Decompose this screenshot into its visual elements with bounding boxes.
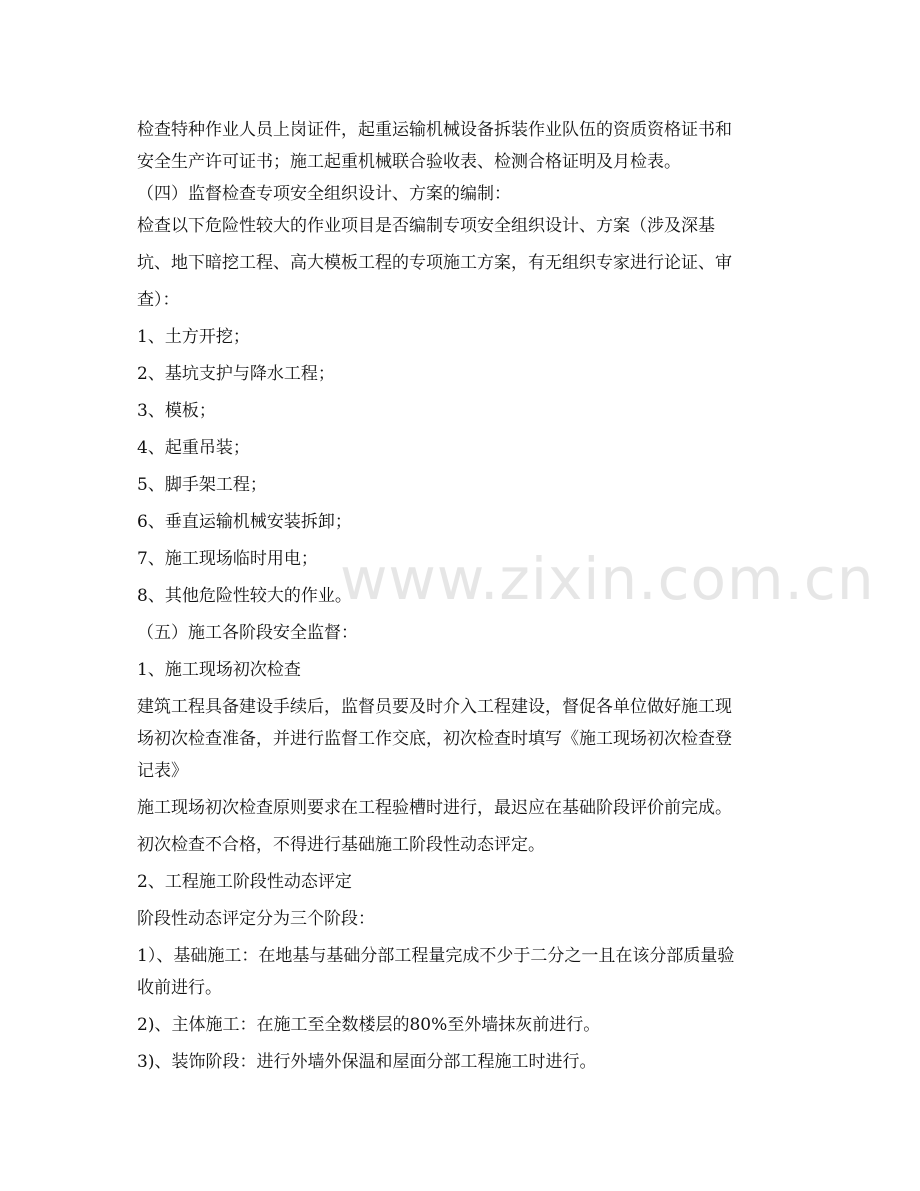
- text-line: 查）：: [137, 290, 180, 310]
- list-item: 2、基坑支护与降水工程；: [137, 364, 335, 384]
- list-item: 2)、主体施工：在施工至全数楼层的80%至外墙抹灰前进行。: [137, 1015, 601, 1035]
- text-line: 施工现场初次检查原则要求在工程验槽时进行，最迟应在基础阶段评价前完成。: [137, 798, 732, 818]
- list-item: 4、起重吊装；: [137, 438, 250, 458]
- section-heading: （五）施工各阶段安全监督：: [137, 623, 358, 643]
- text-line: 初次检查不合格，不得进行基础施工阶段性动态评定。: [137, 835, 545, 855]
- text-line: 检查以下危险性较大的作业项目是否编制专项安全组织设计、方案（涉及深基: [137, 216, 715, 236]
- list-item: 8、其他危险性较大的作业。: [137, 586, 352, 606]
- text-line: 建筑工程具备建设手续后，监督员要及时介入工程建设，督促各单位做好施工现: [137, 697, 732, 717]
- text-line: 阶段性动态评定分为三个阶段：: [137, 909, 375, 929]
- list-item: 3)、装饰阶段：进行外墙外保温和屋面分部工程施工时进行。: [137, 1052, 597, 1072]
- text-line: 记表》: [137, 761, 188, 781]
- text-line: 收前进行。: [137, 978, 222, 998]
- section-heading: （四）监督检查专项安全组织设计、方案的编制：: [137, 184, 511, 204]
- text-line: 检查特种作业人员上岗证件，起重运输机械设备拆装作业队伍的资质资格证书和: [137, 120, 732, 140]
- list-item: 1）、基础施工：在地基与基础分部工程量完成不少于二分之一且在该分部质量验: [137, 946, 735, 966]
- subsection-heading: 1、施工现场初次检查: [137, 660, 301, 680]
- subsection-heading: 2、工程施工阶段性动态评定: [137, 872, 352, 892]
- document-body: [137, 114, 787, 1078]
- list-item: 7、施工现场临时用电；: [137, 549, 318, 569]
- list-item: 1、土方开挖；: [137, 327, 250, 347]
- list-item: 6、垂直运输机械安装拆卸；: [137, 512, 352, 532]
- watermark: www.zixin.com.cn: [340, 545, 875, 613]
- text-line: 场初次检查准备，并进行监督工作交底，初次检查时填写《施工现场初次检查登: [137, 729, 732, 749]
- list-item: 5、脚手架工程；: [137, 475, 267, 495]
- text-line: 坑、地下暗挖工程、高大模板工程的专项施工方案，有无组织专家进行论证、审: [137, 253, 732, 273]
- text-line: 安全生产许可证书；施工起重机械联合验收表、检测合格证明及月检表。: [137, 152, 681, 172]
- list-item: 3、模板；: [137, 401, 216, 421]
